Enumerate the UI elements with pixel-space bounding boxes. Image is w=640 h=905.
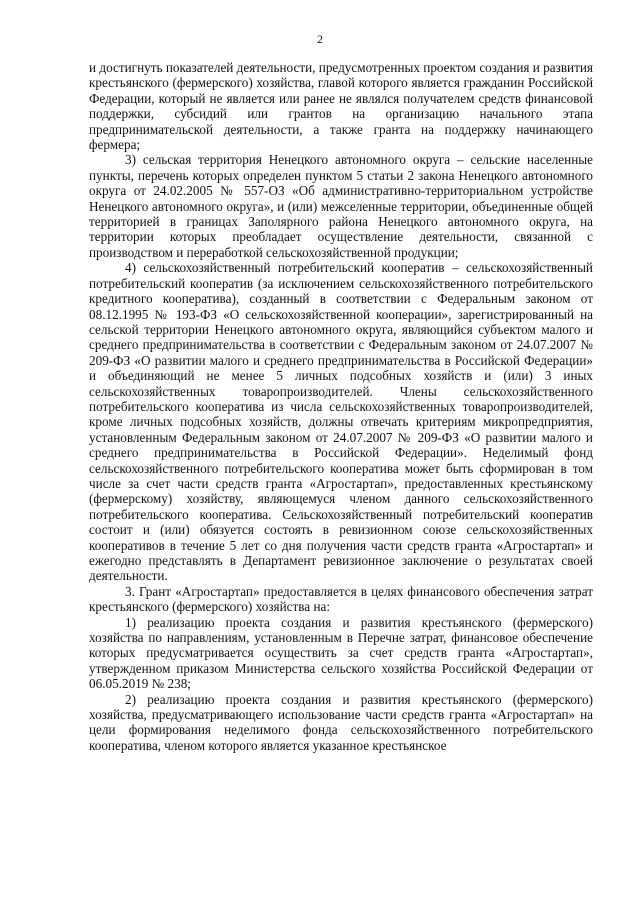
paragraph-definition-rural-territory: 3) сельская территория Ненецкого автономного округа – сельские населенные пункты, перечень которых определен пунктом 5 статьи 2 закона Ненецкого автономного округа от 24.02.2005 № 557-ОЗ «Об административно-территориальном устройстве Ненецкого автономного округа», и (или) межселенные территории, объединенные общей территорией в границах Заполярного района Ненецкого автономного округа, на территории которых преобладает осуществление деятельности, связанной с производством и переработкой сельскохозяйственной продукции;: [89, 152, 593, 260]
document-body: [89, 60, 593, 753]
paragraph-continuation: и достигнуть показателей деятельности, предусмотренных проектом создания и развития крестьянского (фермерского) хозяйства, главой которого является гражданин Российской Федерации, который не является или ранее не являлся получателем средств финансовой поддержки, субсидий или грантов на организацию начального этапа предпринимательской деятельности, а также гранта на поддержку начинающего фермера;: [89, 60, 593, 153]
paragraph-grant-purpose: 3. Грант «Агростартап» предоставляется в целях финансового обеспечения затрат крестьянского (фермерского) хозяйства на:: [89, 583, 593, 615]
paragraph-definition-cooperative: 4) сельскохозяйственный потребительский кооператив – сельскохозяйственный потребительский кооператив (за исключением сельскохозяйственного потребительского кредитного кооператива), созданный в соответствии с Федеральным законом от 08.12.1995 № 193-ФЗ «О сельскохозяйственной кооперации», зарегистрированный на сельской территории Ненецкого автономного округа, являющийся субъектом малого и среднего предпринимательства в соответствии с Федеральным законом от 24.07.2007 № 209-ФЗ «О развитии малого и среднего предпринимательства в Российской Федерации» и объединяющий не менее 5 личных подсобных хозяйств и (или) 3 иных сельскохозяйственных товаропроизводителей. Члены сельскохозяйственного потребительского кооператива из числа сельскохозяйственных товаропроизводителей, кроме личных подсобных хозяйств, должны отвечать критериям микропредприятия, установленным Федеральным законом от 24.07.2007 № 209-ФЗ «О развитии малого и среднего предпринимательства в Российской Федерации». Неделимый фонд сельскохозяйственного потребительского кооператива может быть сформирован в том числе за счет части средств гранта «Агростартап», предоставленных крестьянскому (фермерскому) хозяйству, являющемуся членом данного сельскохозяйственного потребительского кооператива. Сельскохозяйственный потребительский кооператив состоит и (или) обязуется состоять в ревизионном союзе сельскохозяйственных кооперативов в течение 5 лет со дня получения части средств гранта «Агростартап» и ежегодно представлять в Департамент ревизионное заключение о результатах своей деятельности.: [89, 260, 593, 584]
page-number: 2: [317, 32, 323, 46]
paragraph-purpose-item-2: 2) реализацию проекта создания и развития крестьянского (фермерского) хозяйства, предусматривающего использование части средств гранта «Агростартап» на цели формирования неделимого фонда сельскохозяйственного потребительского кооператива, членом которого является указанное крестьянское: [89, 691, 593, 753]
paragraph-purpose-item-1: 1) реализацию проекта создания и развития крестьянского (фермерского) хозяйства по направлениям, установленным в Перечне затрат, финансовое обеспечение которых предусматривается осуществить за счет средств гранта «Агростартап», утвержденном приказом Министерства сельского хозяйства Российской Федерации от 06.05.2019 № 238;: [89, 614, 593, 692]
